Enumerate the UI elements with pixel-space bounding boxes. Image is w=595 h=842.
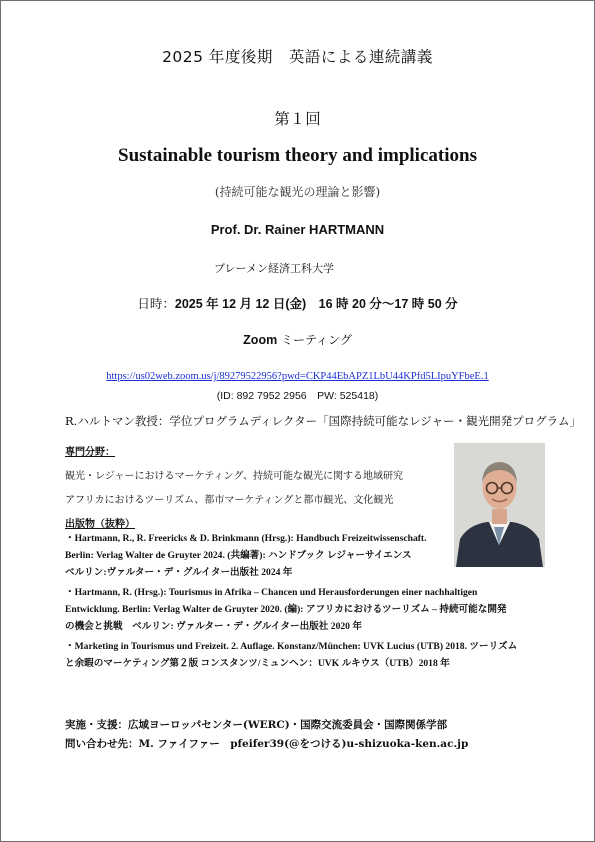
specialty-item: アフリカにおけるツーリズム、都市マーケティングと都市観光、文化観光 bbox=[65, 495, 394, 506]
date-time-value: 2025 年 12 月 12 日(金) 16 時 20 分～17 時 50 分 bbox=[174, 297, 458, 311]
speaker-name: Prof. Dr. Rainer HARTMANN bbox=[210, 222, 385, 237]
publication-line: Berlin: Verlag Walter de Gruyter 2024. (共編著): ハンドブック レジャーサイエンス bbox=[65, 550, 412, 561]
publication-entry bbox=[65, 638, 533, 672]
meeting-ids: (ID: 892 7952 2956 PW: 525418) bbox=[216, 390, 379, 402]
lecture-title: Sustainable tourism theory and implications bbox=[118, 145, 477, 166]
lecture-number: 第１回 bbox=[274, 110, 321, 128]
publications-heading: 出版物（抜粋） bbox=[65, 519, 135, 530]
date-time-label: 日時： bbox=[137, 296, 175, 311]
publication-line: ・Marketing in Tourismus und Freizeit. 2. Auflage. Konstanz/München: UVK Lucius (UTB) 2018. ツーリズム bbox=[65, 641, 518, 652]
zoom-meeting-link[interactable]: https://us02web.zoom.us/j/89279522956?pwd=CKP44EbAPZ1LbU44KPfd5LIpuYFbeE.1 bbox=[106, 371, 489, 382]
organizers: 実施・支援：広域ヨーロッパセンター(WERC)・国際交流委員会・国際関係学部 bbox=[65, 719, 448, 731]
speaker-affiliation: ブレーメン経済工科大学 bbox=[214, 262, 335, 275]
specialty-heading: 専門分野： bbox=[65, 447, 115, 458]
venue-platform: Zoom bbox=[243, 333, 278, 347]
lecture-subtitle: (持続可能な観光の理論と影響) bbox=[214, 185, 381, 199]
publication-line: の機会と挑戦 ベルリン: ヴァルター・デ・グルイター出版社 2020 年 bbox=[65, 621, 362, 632]
publication-line: ・Hartmann, R., R. Freericks & D. Brinkmann (Hrsg.): Handbuch Freizeitwissenschaft. bbox=[65, 533, 427, 544]
specialty-item: 観光・レジャーにおけるマーケティング、持続可能な観光に関する地域研究 bbox=[65, 471, 403, 482]
publication-line: Entwicklung. Berlin: Verlag Walter de Gruyter 2020. (編): アフリカにおけるツーリズム – 持続可能な開発 bbox=[65, 604, 507, 615]
publication-line: ベルリン:ヴァルター・デ・グルイター出版社 2024 年 bbox=[65, 567, 293, 578]
date-time bbox=[1, 294, 594, 312]
publication-entry bbox=[65, 530, 533, 581]
contact-info: 問い合わせ先：M. ファイファー pfeifer39(@をつける)u-shizuoka-ken.ac.jp bbox=[65, 738, 469, 750]
series-title: 2025 年度後期 英語による連続講義 bbox=[162, 48, 433, 66]
publication-entry bbox=[65, 584, 533, 635]
speaker-role: R.ハルトマン教授：学位プログラムディレクター「国際持続可能なレジャー・観光開発プログラム」 bbox=[65, 414, 581, 428]
publication-line: ・Hartmann, R. (Hrsg.): Tourismus in Afrika – Chancen und Herausforderungen einer nachhaltigen bbox=[65, 587, 478, 598]
venue bbox=[1, 331, 594, 348]
publication-line: と余暇のマーケティング第２版 コンスタンツ/ミュンヘン：UVK ルキウス（UTB）2018 年 bbox=[65, 658, 450, 669]
venue-label: ミーティング bbox=[277, 333, 352, 347]
